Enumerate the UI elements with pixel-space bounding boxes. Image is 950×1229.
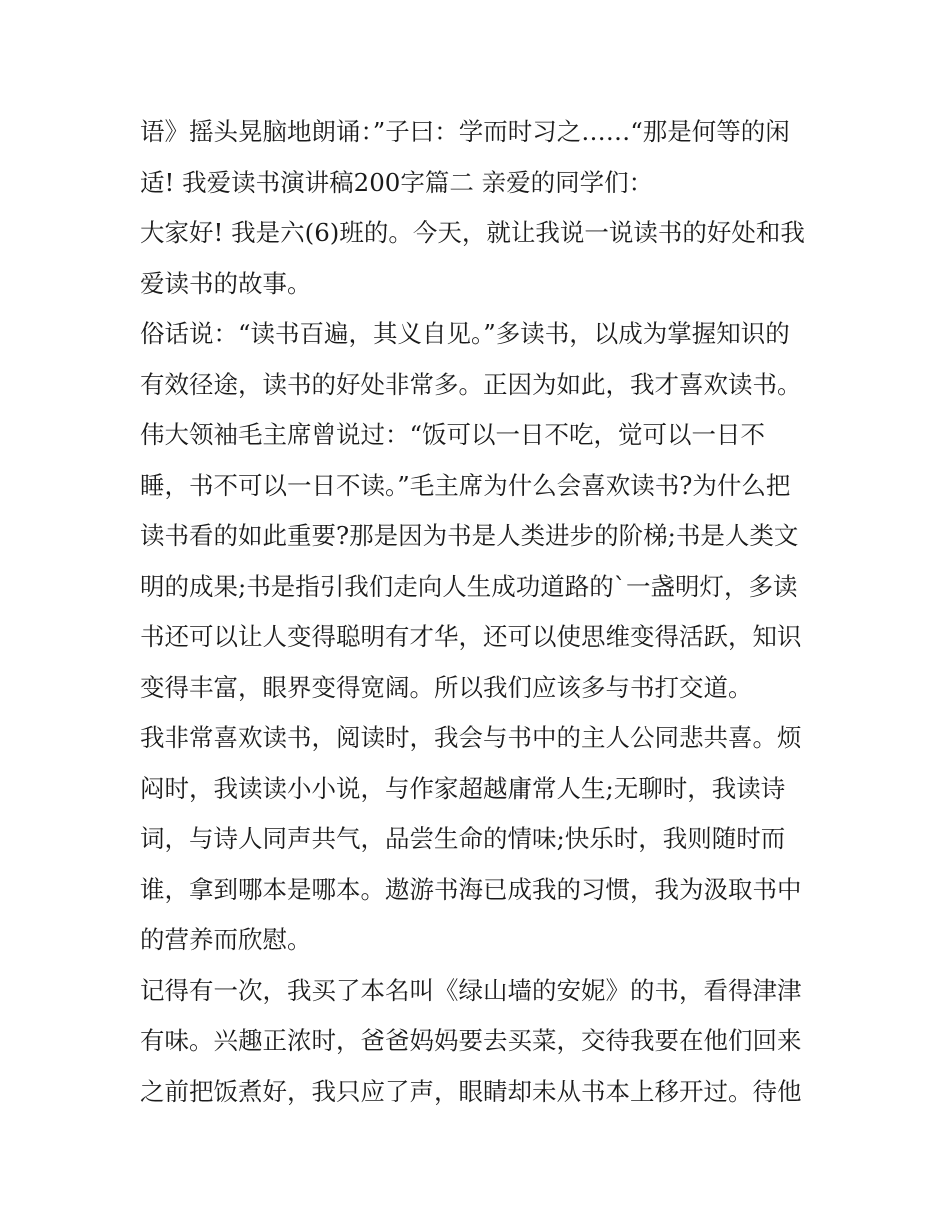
text-line: 伟大领袖毛主席曾说过：“饭可以一日不吃，觉可以一日不	[140, 420, 766, 449]
text-line: 大家好! 我是六(6)班的。今天，就让我说一说读书的好处和我	[140, 218, 805, 247]
text-line: 谁，拿到哪本是哪本。遨游书海已成我的习惯，我为汲取书中	[140, 874, 802, 904]
text-line: 有效径途，读书的好处非常多。正因为如此，我才喜欢读书。	[140, 369, 802, 399]
text-line: 词，与诗人同声共气，品尝生命的情味;快乐时，我则随时而	[140, 824, 786, 853]
text-line: 闷时，我读读小小说，与作家超越庸常人生;无聊时，我读诗	[140, 773, 786, 803]
text-line: 爱读书的故事。	[140, 268, 312, 298]
text-line: 适! 我爱读书演讲稿200字篇二 亲爱的同学们：	[140, 167, 654, 197]
text-line: 有味。兴趣正浓时，爸爸妈妈要去买菜，交待我要在他们回来	[140, 1026, 802, 1055]
text-line: 我非常喜欢读书，阅读时，我会与书中的主人公同悲共喜。烦	[140, 723, 802, 752]
text-line: 语》摇头晃脑地朗诵：”子曰：学而时习之……“那是何等的闲	[140, 117, 790, 146]
text-line: 睡，书不可以一日不读。”毛主席为什么会喜欢读书?为什么把	[140, 470, 791, 500]
text-line: 之前把饭煮好，我只应了声，眼睛却未从书本上移开过。待他	[140, 1076, 802, 1106]
text-line: 书还可以让人变得聪明有才华，还可以使思维变得活跃，知识	[140, 622, 802, 651]
text-line: 明的成果;书是指引我们走向人生成功道路的`一盏明灯，多读	[140, 571, 798, 601]
text-line: 记得有一次，我买了本名叫《绿山墙的安妮》的书，看得津津	[140, 975, 802, 1005]
text-line: 读书看的如此重要?那是因为书是人类进步的阶梯;书是人类文	[140, 521, 799, 550]
text-line: 变得丰富，眼界变得宽阔。所以我们应该多与书打交道。	[140, 672, 753, 702]
text-line: 俗话说：“读书百遍，其义自见。”多读书，以成为掌握知识的	[140, 319, 790, 348]
text-line: 的营养而欣慰。	[140, 925, 312, 954]
body-text	[140, 107, 820, 1117]
